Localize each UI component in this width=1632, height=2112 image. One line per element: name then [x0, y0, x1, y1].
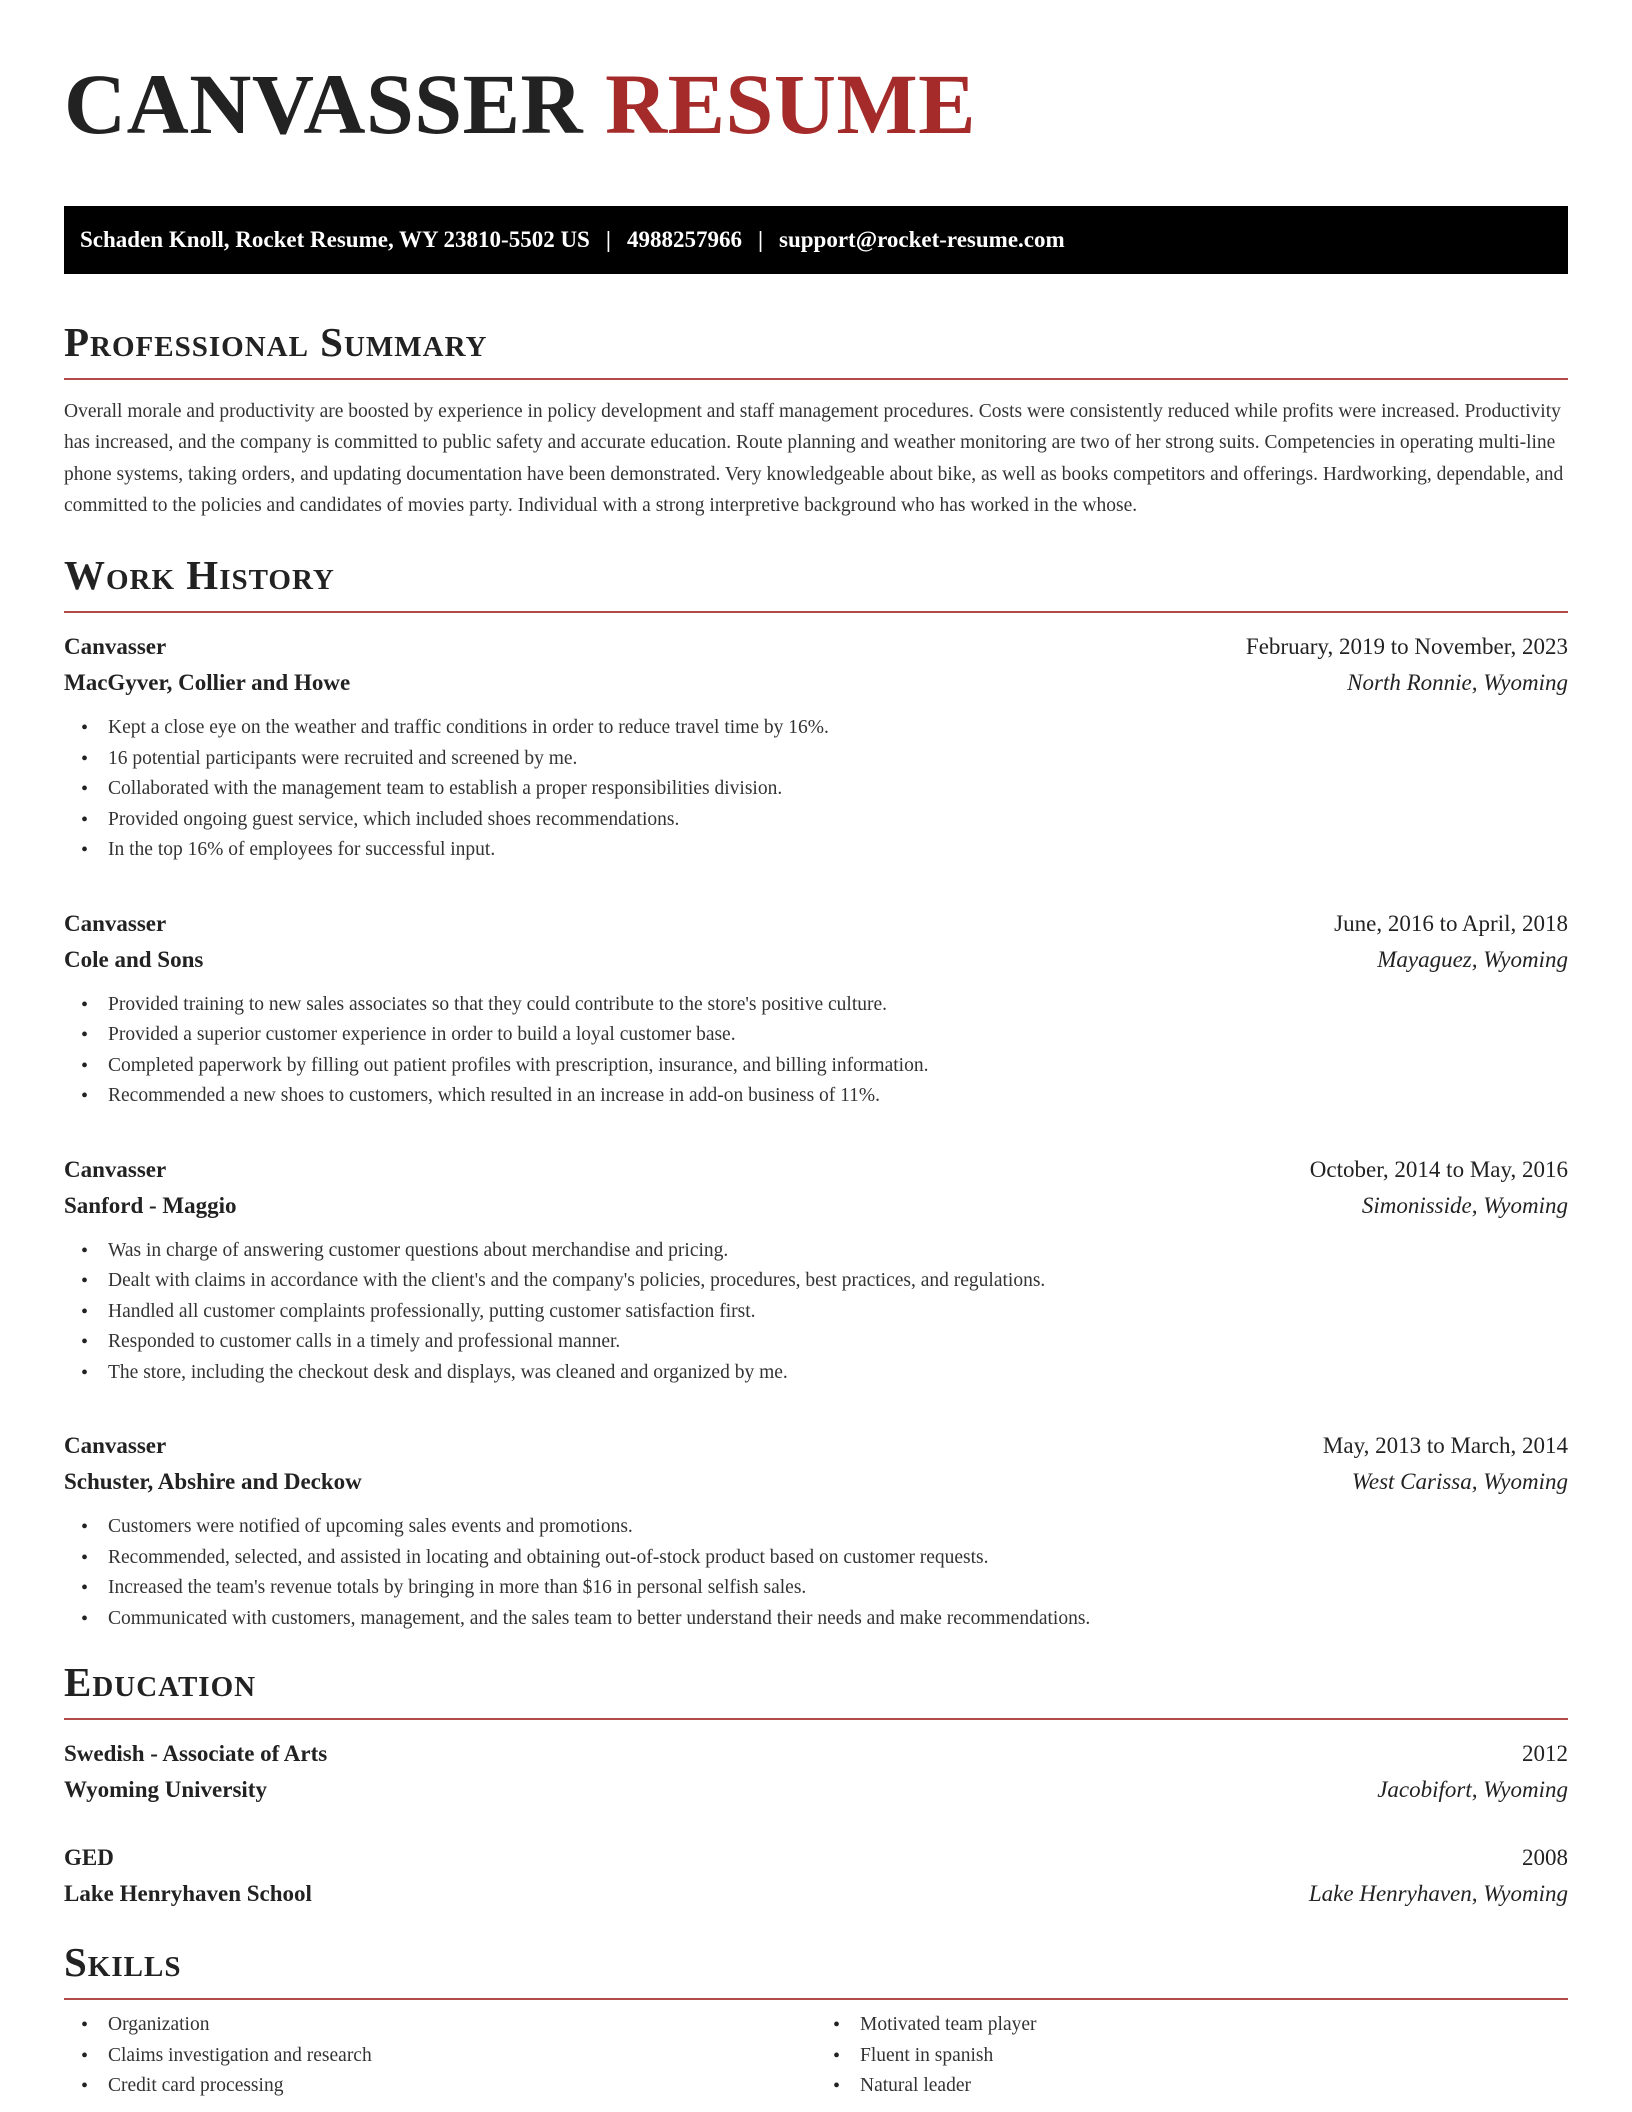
contact-phone: 4988257966	[626, 227, 742, 252]
job-entry	[64, 1152, 1568, 1389]
education-entry	[64, 1736, 1568, 1808]
job-entry	[64, 906, 1568, 1112]
skill-item: • Claims investigation and research	[108, 2041, 816, 2072]
section-heading: Skills	[64, 1939, 182, 1986]
education-year: 2012	[1522, 1741, 1568, 1767]
job-bullet: • Provided ongoing guest service, which included shoes recommendations.	[108, 805, 1568, 836]
job-bullet: • Recommended a new shoes to customers, which resulted in an increase in add-on business of 11%.	[108, 1081, 1568, 1112]
job-bullets	[64, 1512, 1568, 1634]
job-dates: June, 2016 to April, 2018	[1334, 910, 1568, 936]
job-bullet: • Communicated with customers, management, and the sales team to better understand their needs and make recommendations.	[108, 1604, 1568, 1635]
education-location: Lake Henryhaven, Wyoming	[1308, 1881, 1568, 1907]
job-company: Cole and Sons	[64, 946, 204, 972]
job-bullet: • 16 potential participants were recruited and screened by me.	[108, 744, 1568, 775]
skills-column-left	[64, 2010, 816, 2102]
job-dates: May, 2013 to March, 2014	[1322, 1433, 1568, 1459]
title-resume: RESUME	[605, 56, 977, 152]
education-school: Wyoming University	[64, 1777, 267, 1803]
job-bullets	[64, 713, 1568, 866]
contact-separator: |	[757, 227, 764, 252]
job-location: Mayaguez, Wyoming	[1377, 946, 1568, 972]
job-title: Canvasser	[64, 910, 167, 936]
professional-summary-section	[64, 318, 1568, 521]
job-location: Simonisside, Wyoming	[1361, 1192, 1568, 1218]
job-bullet: • In the top 16% of employees for successful input.	[108, 835, 1568, 866]
section-divider	[64, 611, 1568, 613]
job-location: West Carissa, Wyoming	[1351, 1469, 1568, 1495]
education-degree: GED	[64, 1845, 114, 1871]
job-bullet: • Customers were notified of upcoming sales events and promotions.	[108, 1512, 1568, 1543]
contact-email: support@rocket-resume.com	[779, 227, 1065, 252]
job-bullets	[64, 990, 1568, 1112]
contact-bar	[64, 206, 1568, 274]
job-title: Canvasser	[64, 634, 167, 660]
section-divider	[64, 378, 1568, 380]
job-bullet: • Provided a superior customer experience in order to build a loyal customer base.	[108, 1020, 1568, 1051]
job-title: Canvasser	[64, 1433, 167, 1459]
education-school: Lake Henryhaven School	[64, 1881, 312, 1907]
job-bullets	[64, 1236, 1568, 1389]
summary-text: Overall morale and productivity are boosted by experience in policy development and staff management procedures. Costs were consistently reduced while profits were increased. Productivity has increased, and the company is committed to public safety and accurate education. Route planning and weather monitoring are two of her strong suits. Competencies in operating multi-line phone systems, taking orders, and updating documentation have been demonstrated. Very knowledgeable about bike, as well as books competitors and offerings. Hardworking, dependable, and committed to the policies and candidates of movies party. Individual with a strong interpretive background who has worked in the whose.	[64, 401, 1564, 516]
job-bullet: • Dealt with claims in accordance with the client's and the company's policies, procedures, best practices, and regulations.	[108, 1266, 1568, 1297]
section-heading: Work History	[64, 552, 335, 599]
job-bullet: • Completed paperwork by filling out patient profiles with prescription, insurance, and billing information.	[108, 1051, 1568, 1082]
education-entry	[64, 1840, 1568, 1912]
job-bullet: • Responded to customer calls in a timely and professional manner.	[108, 1327, 1568, 1358]
skill-item: • Natural leader	[860, 2071, 1568, 2102]
skill-item: • Organization	[108, 2010, 816, 2041]
section-divider	[64, 1718, 1568, 1720]
job-location: North Ronnie, Wyoming	[1347, 670, 1568, 696]
education-degree: Swedish - Associate of Arts	[64, 1741, 328, 1767]
skill-item: • Motivated team player	[860, 2010, 1568, 2041]
resume-title	[64, 56, 1568, 152]
job-dates: October, 2014 to May, 2016	[1309, 1156, 1568, 1182]
section-divider	[64, 1998, 1568, 2000]
skill-item: • Credit card processing	[108, 2071, 816, 2102]
skills-list	[64, 2010, 816, 2102]
job-entry	[64, 1428, 1568, 1634]
contact-address: Schaden Knoll, Rocket Resume, WY 23810-5502 US	[80, 227, 590, 252]
job-company: MacGyver, Collier and Howe	[64, 670, 351, 696]
section-heading: Education	[64, 1659, 257, 1706]
job-bullet: • Kept a close eye on the weather and traffic conditions in order to reduce travel time by 16%.	[108, 713, 1568, 744]
skills-section	[64, 1938, 1568, 2102]
job-bullet: • The store, including the checkout desk and displays, was cleaned and organized by me.	[108, 1358, 1568, 1389]
skill-item: • Fluent in spanish	[860, 2041, 1568, 2072]
job-bullet: • Provided training to new sales associates so that they could contribute to the store's positive culture.	[108, 990, 1568, 1021]
section-heading: Professional Summary	[64, 319, 488, 365]
job-bullet: • Recommended, selected, and assisted in locating and obtaining out-of-stock product based on customer requests.	[108, 1543, 1568, 1574]
title-name: CANVASSER	[64, 56, 584, 152]
education-location: Jacobifort, Wyoming	[1377, 1777, 1568, 1803]
contact-separator: |	[605, 227, 611, 252]
job-title: Canvasser	[64, 1156, 167, 1182]
job-company: Sanford - Maggio	[64, 1192, 237, 1218]
job-entry	[64, 629, 1568, 866]
education-section	[64, 1658, 1568, 1912]
skills-column-right	[816, 2010, 1568, 2102]
skills-list	[816, 2010, 1568, 2102]
job-bullet: • Increased the team's revenue totals by bringing in more than $16 in personal selfish sales.	[108, 1573, 1568, 1604]
job-bullet: • Handled all customer complaints professionally, putting customer satisfaction first.	[108, 1297, 1568, 1328]
job-bullet: • Was in charge of answering customer questions about merchandise and pricing.	[108, 1236, 1568, 1267]
job-company: Schuster, Abshire and Deckow	[64, 1469, 362, 1495]
skills-columns	[64, 2010, 1568, 2102]
job-bullet: • Collaborated with the management team to establish a proper responsibilities division.	[108, 774, 1568, 805]
education-year: 2008	[1522, 1845, 1568, 1871]
work-history-section	[64, 551, 1568, 1634]
job-dates: February, 2019 to November, 2023	[1245, 634, 1568, 660]
